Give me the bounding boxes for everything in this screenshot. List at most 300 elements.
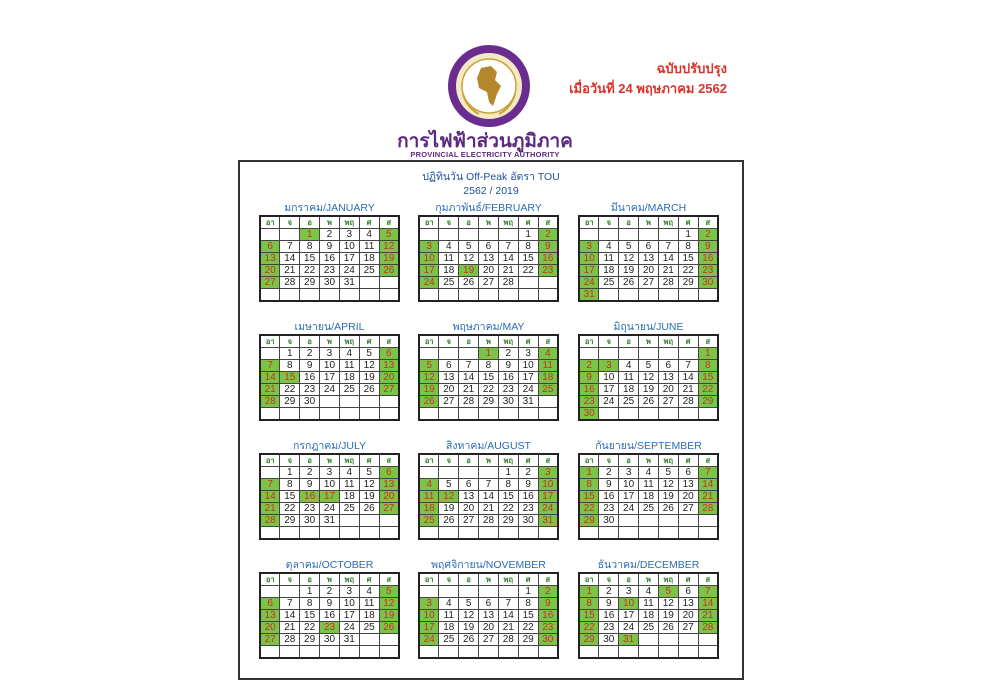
offpeak-day-cell: 24 bbox=[579, 277, 599, 289]
day-cell: 5 bbox=[459, 241, 479, 253]
offpeak-day-cell: 21 bbox=[698, 491, 718, 503]
day-cell: 5 bbox=[359, 348, 379, 360]
month-table bbox=[578, 215, 719, 302]
weekday-header: พฤ bbox=[339, 573, 359, 586]
pea-logo bbox=[447, 44, 531, 128]
weekday-header: ส bbox=[538, 573, 558, 586]
weekday-header: ส bbox=[698, 335, 718, 348]
empty-cell bbox=[619, 646, 639, 659]
offpeak-day-cell: 20 bbox=[379, 491, 399, 503]
day-cell: 24 bbox=[320, 384, 340, 396]
offpeak-day-cell: 12 bbox=[439, 491, 459, 503]
empty-cell bbox=[698, 515, 718, 527]
day-cell: 18 bbox=[339, 372, 359, 384]
weekday-header: พฤ bbox=[339, 335, 359, 348]
empty-cell bbox=[698, 646, 718, 659]
day-cell: 2 bbox=[498, 348, 518, 360]
empty-cell bbox=[359, 634, 379, 646]
day-cell: 8 bbox=[479, 360, 499, 372]
offpeak-day-cell: 2 bbox=[538, 229, 558, 241]
empty-cell bbox=[339, 408, 359, 421]
empty-cell bbox=[280, 289, 300, 302]
empty-cell bbox=[498, 646, 518, 659]
day-cell: 22 bbox=[498, 503, 518, 515]
empty-cell bbox=[479, 289, 499, 302]
empty-cell bbox=[339, 396, 359, 408]
day-cell: 16 bbox=[320, 253, 340, 265]
day-cell: 14 bbox=[658, 253, 678, 265]
offpeak-day-cell: 17 bbox=[320, 491, 340, 503]
offpeak-day-cell: 20 bbox=[379, 372, 399, 384]
day-cell: 7 bbox=[280, 241, 300, 253]
empty-cell bbox=[579, 646, 599, 659]
month-calendar bbox=[578, 559, 719, 659]
offpeak-day-cell: 1 bbox=[579, 586, 599, 598]
empty-cell bbox=[538, 277, 558, 289]
day-cell: 13 bbox=[639, 253, 659, 265]
offpeak-day-cell: 27 bbox=[379, 384, 399, 396]
offpeak-day-cell: 9 bbox=[538, 598, 558, 610]
day-cell: 6 bbox=[479, 241, 499, 253]
offpeak-day-cell: 3 bbox=[419, 241, 439, 253]
weekday-header: ส bbox=[379, 216, 399, 229]
day-cell: 5 bbox=[639, 360, 659, 372]
day-cell: 23 bbox=[599, 622, 619, 634]
weekday-header: พ bbox=[639, 216, 659, 229]
offpeak-day-cell: 12 bbox=[419, 372, 439, 384]
day-cell: 17 bbox=[599, 384, 619, 396]
day-cell: 17 bbox=[619, 491, 639, 503]
offpeak-day-cell: 6 bbox=[379, 348, 399, 360]
empty-cell bbox=[359, 408, 379, 421]
day-cell: 19 bbox=[639, 384, 659, 396]
day-cell: 13 bbox=[678, 598, 698, 610]
day-cell: 24 bbox=[599, 396, 619, 408]
day-cell: 26 bbox=[359, 503, 379, 515]
weekday-header: อา bbox=[260, 216, 280, 229]
offpeak-day-cell: 20 bbox=[260, 622, 280, 634]
day-cell: 19 bbox=[359, 372, 379, 384]
month-calendar bbox=[259, 440, 400, 540]
empty-cell bbox=[538, 289, 558, 302]
offpeak-day-cell: 21 bbox=[260, 503, 280, 515]
empty-cell bbox=[619, 527, 639, 540]
weekday-header: อ bbox=[459, 454, 479, 467]
offpeak-day-cell: 7 bbox=[260, 360, 280, 372]
day-cell: 18 bbox=[339, 491, 359, 503]
day-cell: 1 bbox=[518, 586, 538, 598]
weekday-header: พฤ bbox=[658, 573, 678, 586]
empty-cell bbox=[320, 396, 340, 408]
empty-cell bbox=[359, 396, 379, 408]
empty-cell bbox=[538, 396, 558, 408]
day-cell: 30 bbox=[599, 515, 619, 527]
day-cell: 29 bbox=[300, 634, 320, 646]
day-cell: 14 bbox=[479, 491, 499, 503]
day-cell: 9 bbox=[599, 479, 619, 491]
month-title: ตุลาคม/OCTOBER bbox=[285, 559, 374, 571]
day-cell: 11 bbox=[359, 241, 379, 253]
empty-cell bbox=[599, 527, 619, 540]
empty-cell bbox=[678, 289, 698, 302]
day-cell: 15 bbox=[678, 253, 698, 265]
offpeak-day-cell: 3 bbox=[599, 360, 619, 372]
month-calendar bbox=[259, 202, 400, 302]
day-cell: 3 bbox=[339, 586, 359, 598]
day-cell: 10 bbox=[339, 241, 359, 253]
day-cell: 19 bbox=[658, 610, 678, 622]
offpeak-day-cell: 11 bbox=[538, 360, 558, 372]
day-cell: 29 bbox=[280, 396, 300, 408]
offpeak-day-cell: 15 bbox=[579, 491, 599, 503]
offpeak-day-cell: 13 bbox=[379, 360, 399, 372]
day-cell: 31 bbox=[339, 277, 359, 289]
day-cell: 30 bbox=[498, 396, 518, 408]
empty-cell bbox=[658, 527, 678, 540]
weekday-header: ศ bbox=[678, 573, 698, 586]
day-cell: 27 bbox=[678, 622, 698, 634]
offpeak-day-cell: 1 bbox=[300, 229, 320, 241]
day-cell: 7 bbox=[280, 598, 300, 610]
weekday-header: อ bbox=[459, 216, 479, 229]
month-title: กันยายน/SEPTEMBER bbox=[595, 440, 702, 452]
empty-cell bbox=[658, 515, 678, 527]
empty-cell bbox=[439, 289, 459, 302]
day-cell: 9 bbox=[599, 598, 619, 610]
weekday-header: อา bbox=[579, 573, 599, 586]
offpeak-day-cell: 28 bbox=[698, 622, 718, 634]
day-cell: 4 bbox=[359, 229, 379, 241]
day-cell: 8 bbox=[300, 241, 320, 253]
weekday-header: พ bbox=[320, 454, 340, 467]
day-cell: 2 bbox=[320, 586, 340, 598]
offpeak-day-cell: 22 bbox=[579, 503, 599, 515]
offpeak-day-cell: 18 bbox=[538, 372, 558, 384]
empty-cell bbox=[698, 408, 718, 421]
day-cell: 25 bbox=[599, 277, 619, 289]
empty-cell bbox=[658, 289, 678, 302]
empty-cell bbox=[419, 408, 439, 421]
day-cell: 22 bbox=[678, 265, 698, 277]
day-cell: 2 bbox=[518, 467, 538, 479]
offpeak-day-cell: 10 bbox=[419, 253, 439, 265]
offpeak-day-cell: 22 bbox=[579, 622, 599, 634]
day-cell: 16 bbox=[518, 491, 538, 503]
empty-cell bbox=[419, 289, 439, 302]
empty-cell bbox=[359, 277, 379, 289]
day-cell: 24 bbox=[518, 384, 538, 396]
offpeak-day-cell: 10 bbox=[619, 598, 639, 610]
empty-cell bbox=[479, 527, 499, 540]
empty-cell bbox=[300, 289, 320, 302]
empty-cell bbox=[419, 646, 439, 659]
day-cell: 15 bbox=[280, 491, 300, 503]
day-cell: 5 bbox=[359, 467, 379, 479]
day-cell: 7 bbox=[498, 241, 518, 253]
day-cell: 8 bbox=[678, 241, 698, 253]
month-title: พฤศจิกายน/NOVEMBER bbox=[431, 559, 546, 571]
day-cell: 11 bbox=[359, 598, 379, 610]
day-cell: 12 bbox=[639, 372, 659, 384]
day-cell: 17 bbox=[320, 372, 340, 384]
day-cell: 23 bbox=[300, 384, 320, 396]
weekday-header: อา bbox=[579, 216, 599, 229]
day-cell: 23 bbox=[300, 503, 320, 515]
offpeak-day-cell: 28 bbox=[698, 503, 718, 515]
empty-cell bbox=[379, 634, 399, 646]
day-cell: 14 bbox=[498, 253, 518, 265]
day-cell: 16 bbox=[498, 372, 518, 384]
offpeak-day-cell: 10 bbox=[419, 610, 439, 622]
weekday-header: ส bbox=[538, 454, 558, 467]
day-cell: 17 bbox=[339, 610, 359, 622]
offpeak-day-cell: 1 bbox=[579, 467, 599, 479]
calendar-year: 2562 / 2019 bbox=[463, 185, 519, 197]
empty-cell bbox=[639, 634, 659, 646]
day-cell: 22 bbox=[300, 265, 320, 277]
empty-cell bbox=[280, 646, 300, 659]
offpeak-day-cell: 9 bbox=[579, 372, 599, 384]
day-cell: 1 bbox=[280, 348, 300, 360]
day-cell: 2 bbox=[300, 467, 320, 479]
empty-cell bbox=[619, 348, 639, 360]
day-cell: 28 bbox=[498, 277, 518, 289]
offpeak-day-cell: 29 bbox=[698, 396, 718, 408]
weekday-header: พ bbox=[479, 216, 499, 229]
empty-cell bbox=[678, 348, 698, 360]
weekday-header: ศ bbox=[678, 454, 698, 467]
offpeak-day-cell: 22 bbox=[698, 384, 718, 396]
day-cell: 23 bbox=[599, 503, 619, 515]
empty-cell bbox=[658, 348, 678, 360]
weekday-header: ส bbox=[698, 573, 718, 586]
offpeak-day-cell: 31 bbox=[579, 289, 599, 302]
day-cell: 21 bbox=[658, 265, 678, 277]
empty-cell bbox=[579, 229, 599, 241]
empty-cell bbox=[419, 229, 439, 241]
day-cell: 23 bbox=[518, 503, 538, 515]
day-cell: 22 bbox=[280, 503, 300, 515]
offpeak-day-cell: 16 bbox=[579, 384, 599, 396]
day-cell: 9 bbox=[498, 360, 518, 372]
day-cell: 28 bbox=[280, 277, 300, 289]
day-cell: 5 bbox=[439, 479, 459, 491]
month-title: เมษายน/APRIL bbox=[294, 321, 365, 333]
empty-cell bbox=[599, 408, 619, 421]
month-table bbox=[578, 334, 719, 421]
weekday-header: ส bbox=[698, 454, 718, 467]
day-cell: 6 bbox=[678, 586, 698, 598]
day-cell: 20 bbox=[479, 622, 499, 634]
day-cell: 27 bbox=[639, 277, 659, 289]
month-calendar bbox=[578, 321, 719, 421]
day-cell: 10 bbox=[339, 598, 359, 610]
empty-cell bbox=[479, 646, 499, 659]
offpeak-day-cell: 24 bbox=[419, 277, 439, 289]
offpeak-day-cell: 7 bbox=[698, 586, 718, 598]
empty-cell bbox=[678, 646, 698, 659]
day-cell: 24 bbox=[619, 622, 639, 634]
day-cell: 18 bbox=[439, 622, 459, 634]
day-cell: 29 bbox=[678, 277, 698, 289]
day-cell: 19 bbox=[459, 622, 479, 634]
day-cell: 11 bbox=[339, 479, 359, 491]
offpeak-day-cell: 2 bbox=[579, 360, 599, 372]
empty-cell bbox=[678, 634, 698, 646]
day-cell: 1 bbox=[498, 467, 518, 479]
empty-cell bbox=[619, 515, 639, 527]
day-cell: 16 bbox=[320, 610, 340, 622]
weekday-header: พ bbox=[479, 454, 499, 467]
day-cell: 21 bbox=[280, 622, 300, 634]
day-cell: 17 bbox=[619, 610, 639, 622]
month-table bbox=[259, 572, 400, 659]
day-cell: 26 bbox=[459, 634, 479, 646]
weekday-header: จ bbox=[599, 454, 619, 467]
day-cell: 25 bbox=[339, 384, 359, 396]
day-cell: 17 bbox=[339, 253, 359, 265]
month-title: สิงหาคม/AUGUST bbox=[446, 440, 531, 452]
day-cell: 12 bbox=[359, 479, 379, 491]
weekday-header: อา bbox=[260, 454, 280, 467]
offpeak-day-cell: 6 bbox=[379, 467, 399, 479]
day-cell: 10 bbox=[599, 372, 619, 384]
empty-cell bbox=[379, 396, 399, 408]
day-cell: 15 bbox=[518, 253, 538, 265]
offpeak-day-cell: 4 bbox=[419, 479, 439, 491]
empty-cell bbox=[260, 527, 280, 540]
empty-cell bbox=[479, 229, 499, 241]
day-cell: 20 bbox=[639, 265, 659, 277]
weekday-header: พฤ bbox=[658, 335, 678, 348]
revision-date: เมื่อวันที่ 24 พฤษภาคม 2562 bbox=[569, 81, 727, 96]
day-cell: 4 bbox=[639, 586, 659, 598]
day-cell: 10 bbox=[320, 360, 340, 372]
day-cell: 21 bbox=[678, 384, 698, 396]
day-cell: 29 bbox=[300, 277, 320, 289]
weekday-header: อา bbox=[419, 335, 439, 348]
empty-cell bbox=[658, 229, 678, 241]
empty-cell bbox=[359, 527, 379, 540]
day-cell: 22 bbox=[300, 622, 320, 634]
day-cell: 31 bbox=[320, 515, 340, 527]
weekday-header: จ bbox=[280, 216, 300, 229]
empty-cell bbox=[678, 527, 698, 540]
weekday-header: จ bbox=[439, 573, 459, 586]
day-cell: 25 bbox=[339, 503, 359, 515]
empty-cell bbox=[379, 527, 399, 540]
empty-cell bbox=[459, 408, 479, 421]
month-table bbox=[418, 572, 559, 659]
weekday-header: จ bbox=[599, 573, 619, 586]
empty-cell bbox=[379, 515, 399, 527]
offpeak-day-cell: 31 bbox=[619, 634, 639, 646]
offpeak-day-cell: 30 bbox=[538, 634, 558, 646]
offpeak-day-cell: 14 bbox=[260, 372, 280, 384]
weekday-header: อา bbox=[260, 573, 280, 586]
weekday-header: อา bbox=[419, 216, 439, 229]
empty-cell bbox=[639, 646, 659, 659]
day-cell: 15 bbox=[300, 253, 320, 265]
month-title: พฤษภาคม/MAY bbox=[452, 321, 525, 333]
empty-cell bbox=[459, 229, 479, 241]
day-cell: 7 bbox=[459, 360, 479, 372]
empty-cell bbox=[599, 646, 619, 659]
weekday-header: ศ bbox=[678, 335, 698, 348]
empty-cell bbox=[619, 408, 639, 421]
day-cell: 6 bbox=[479, 598, 499, 610]
day-cell: 15 bbox=[498, 491, 518, 503]
day-cell: 21 bbox=[479, 503, 499, 515]
weekday-header: อา bbox=[260, 335, 280, 348]
offpeak-day-cell: 17 bbox=[579, 265, 599, 277]
empty-cell bbox=[538, 646, 558, 659]
month-table bbox=[259, 453, 400, 540]
offpeak-day-cell: 26 bbox=[379, 622, 399, 634]
day-cell: 18 bbox=[639, 610, 659, 622]
day-cell: 1 bbox=[518, 229, 538, 241]
day-cell: 5 bbox=[619, 241, 639, 253]
day-cell: 14 bbox=[678, 372, 698, 384]
weekday-header: อา bbox=[419, 454, 439, 467]
day-cell: 29 bbox=[498, 515, 518, 527]
offpeak-day-cell: 14 bbox=[698, 598, 718, 610]
weekday-header: ศ bbox=[359, 335, 379, 348]
offpeak-day-cell: 7 bbox=[260, 479, 280, 491]
day-cell: 15 bbox=[300, 610, 320, 622]
offpeak-day-cell: 16 bbox=[538, 610, 558, 622]
offpeak-day-cell: 17 bbox=[419, 622, 439, 634]
day-cell: 20 bbox=[479, 265, 499, 277]
day-cell: 8 bbox=[300, 598, 320, 610]
empty-cell bbox=[599, 229, 619, 241]
offpeak-day-cell: 27 bbox=[260, 634, 280, 646]
day-cell: 2 bbox=[599, 586, 619, 598]
offpeak-day-cell: 21 bbox=[698, 610, 718, 622]
day-cell: 18 bbox=[439, 265, 459, 277]
day-cell: 20 bbox=[439, 384, 459, 396]
empty-cell bbox=[339, 527, 359, 540]
day-cell: 16 bbox=[300, 372, 320, 384]
day-cell: 11 bbox=[439, 253, 459, 265]
day-cell: 23 bbox=[498, 384, 518, 396]
day-cell: 4 bbox=[439, 598, 459, 610]
empty-cell bbox=[260, 586, 280, 598]
weekday-header: พฤ bbox=[498, 335, 518, 348]
weekday-header: อา bbox=[579, 454, 599, 467]
weekday-header: ศ bbox=[359, 216, 379, 229]
day-cell: 18 bbox=[359, 253, 379, 265]
weekday-header: พฤ bbox=[498, 216, 518, 229]
weekday-header: พฤ bbox=[658, 454, 678, 467]
empty-cell bbox=[599, 348, 619, 360]
empty-cell bbox=[518, 527, 538, 540]
month-calendar bbox=[259, 559, 400, 659]
weekday-header: อา bbox=[579, 335, 599, 348]
day-cell: 25 bbox=[359, 265, 379, 277]
offpeak-day-cell: 3 bbox=[419, 598, 439, 610]
day-cell: 7 bbox=[498, 598, 518, 610]
empty-cell bbox=[339, 289, 359, 302]
day-cell: 5 bbox=[459, 598, 479, 610]
offpeak-day-cell: 19 bbox=[379, 253, 399, 265]
day-cell: 26 bbox=[439, 515, 459, 527]
month-table bbox=[259, 215, 400, 302]
day-cell: 15 bbox=[518, 610, 538, 622]
day-cell: 22 bbox=[518, 265, 538, 277]
day-cell: 30 bbox=[320, 634, 340, 646]
offpeak-day-cell: 8 bbox=[579, 479, 599, 491]
